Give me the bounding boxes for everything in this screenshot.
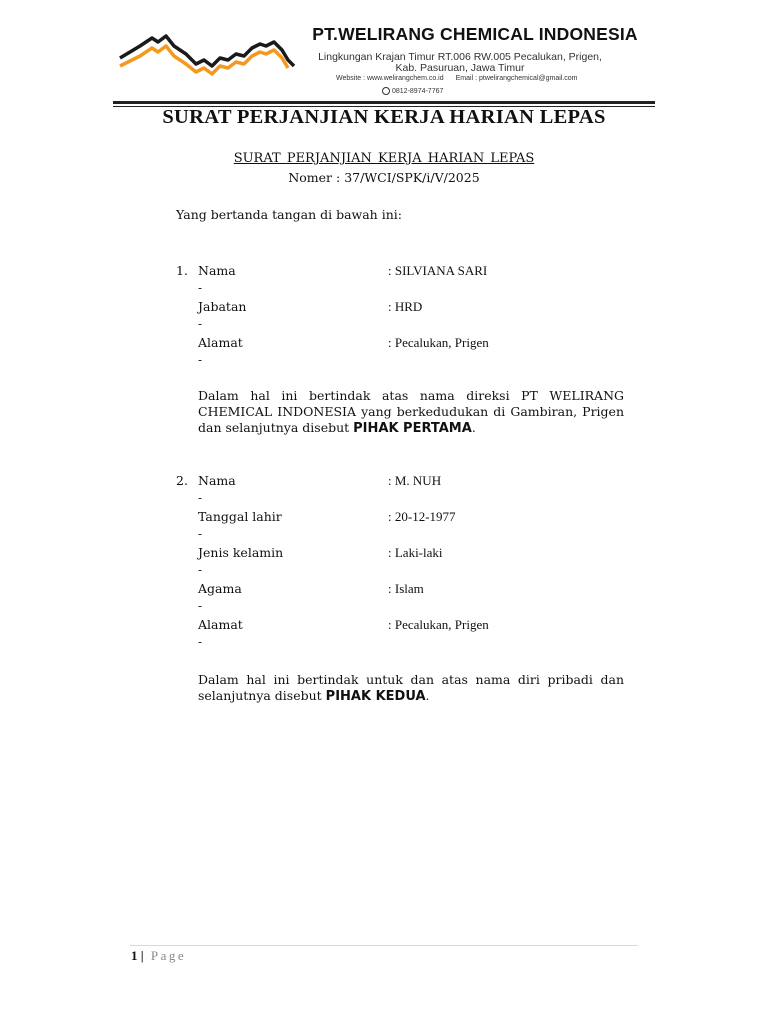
website-text: Website : www.welirangchem.co.id [336,75,444,82]
field-dash: - [198,281,203,295]
field-dash: - [198,353,203,367]
party2-birthdate-label: Tanggal lahir [198,509,282,524]
field-dash: - [198,317,203,331]
party2-address-value: : Pecalukan, Prigen [388,617,489,632]
party1-position-label: Jabatan [198,299,247,314]
party2-birthdate-value: : 20-12-1977 [388,509,456,524]
party1-name-label: Nama [198,263,236,278]
address-line-2: Kab. Pasuruan, Jawa Timur [395,62,525,74]
page-number: 1 [131,948,138,963]
party2-name-value: : M. NUH [388,473,442,488]
main-title: SURAT PERJANJIAN KERJA HARIAN LEPAS [162,106,606,128]
party1-name-value: : SILVIANA SARI [388,263,488,278]
contact-line [336,75,636,82]
field-dash: - [198,563,203,577]
party1-address-label: Alamat [198,335,243,350]
company-logo [116,30,298,76]
address-line-1: Lingkungan Krajan Timur RT.006 RW.005 Pecalukan, Prigen, [318,51,602,63]
party1-position-value: : HRD [388,299,423,314]
field-dash: - [198,527,203,541]
party2-name-label: Nama [198,473,236,488]
phone-text: 0812-8974-7767 [392,88,444,95]
party1-statement-end: . [471,420,476,435]
party2-statement-text: Dalam hal ini bertindak untuk dan atas nama diri pribadi dan selanjutnya disebut [198,672,624,703]
sub-title [113,151,655,166]
party2-address-label: Alamat [198,617,243,632]
field-dash: - [198,635,203,649]
whatsapp-icon [382,87,390,95]
party2-religion-value: : Islam [388,581,424,596]
party1-address-value: : Pecalukan, Prigen [388,335,489,350]
party2-gender-label: Jenis kelamin [198,545,284,560]
party1-statement [198,388,624,437]
field-dash: - [198,491,203,505]
party2-number: 2. [176,473,188,488]
party1-term: PIHAK PERTAMA [353,421,472,436]
party2-gender-value: : Laki-laki [388,545,443,560]
page-separator: | [140,948,144,963]
party2-term: PIHAK KEDUA [325,689,426,704]
field-dash: - [198,599,203,613]
party2-statement-end: . [425,688,430,703]
letterhead-rule-thick [113,101,655,104]
phone-line [382,87,443,95]
email-text: Email : ptwelirangchemical@gmail.com [455,75,578,82]
party2-religion-label: Agama [198,581,242,596]
intro-text: Yang bertanda tangan di bawah ini: [176,207,402,222]
party2-statement [198,672,624,705]
page-footer [131,948,186,964]
page-word: Page [150,948,187,963]
footer-rule [130,945,638,946]
document-number: Nomer : 37/WCI/SPK/i/V/2025 [288,170,480,185]
party1-number: 1. [176,263,188,278]
company-name: PT.WELIRANG CHEMICAL INDONESIA [312,24,638,44]
party1-statement-text: Dalam hal ini bertindak atas nama direksi PT WELIRANG CHEMICAL INDONESIA yang berkedudukan di Gambiran, Prigen dan selanjutnya disebut [198,388,624,435]
sub-title-text: SURAT PERJANJIAN KERJA HARIAN LEPAS [233,151,535,166]
